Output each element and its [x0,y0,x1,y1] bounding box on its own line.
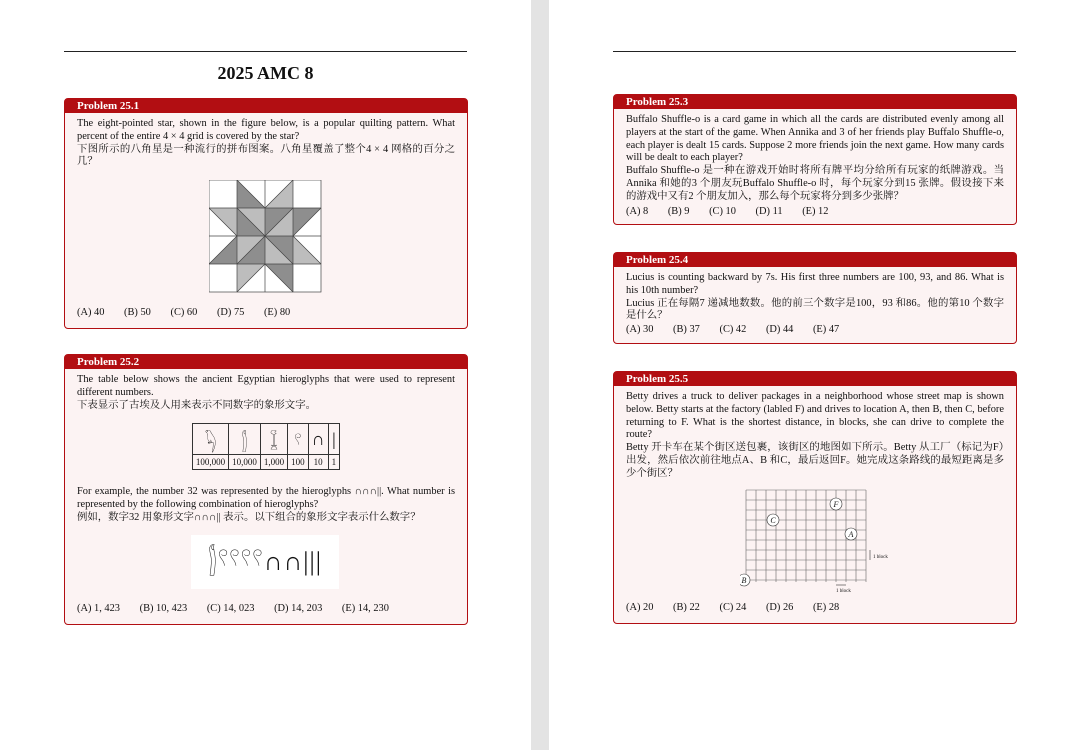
choice-b[interactable]: (B) 22 [673,602,700,613]
glyph-10: ∩ [308,424,328,455]
choice-c[interactable]: (C) 60 [170,307,198,318]
glyph-10000: 𓂭 [229,424,261,455]
document-title: 2025 AMC 8 [217,63,314,83]
value-1: 1 [328,455,340,470]
answer-choices [626,324,1004,335]
problem-text-en: Betty drives a truck to deliver packages in a neighborhood whose street map is shown below. Betty starts at the factory (labled F) and drives to location A, then B, then C, before returning to F. What is the shortest distance, in blocks, she can drive to complete the route? [626,391,1004,441]
problem-text-zh: Buffalo Shuffle-o 是一种在游戏开始时将所有牌平均分给所有玩家的纸牌游戏。当Annika 和她的3 个朋友玩Buffalo Shuffle-o 时，每个玩家分到15 张牌。假设接下来的游戏中又有2 个朋友加入，那么每个玩家将分到多少张牌？ [626,165,1004,202]
choice-d[interactable]: (D) 26 [765,602,794,613]
answer-choices [77,307,455,318]
choice-d[interactable]: (D) 44 [765,324,794,335]
value-10: 10 [308,455,328,470]
answer-choices [626,602,1004,613]
page-right [549,0,1080,750]
choice-e[interactable]: (E) 14, 230 [341,603,389,614]
star-quilt-figure [209,180,323,294]
choice-a[interactable]: (A) 40 [77,307,105,318]
choice-c[interactable]: (C) 24 [719,602,747,613]
problem-text-en: The table below shows the ancient Egyptian hieroglyphs that were used to represent different numbers. [77,374,455,398]
problem-text-zh: Betty 开卡车在某个街区送包裹，该街区的地图如下所示。Betty 从工厂（标记为F）出发，然后依次前往地点A、B 和C，最后返回F。她完成这条路线的最短距离是多少个街区？ [626,442,1004,479]
problem-text-en: Lucius is counting backward by 7s. His first three numbers are 100, 93, and 86. What is his 10th number? [626,272,1004,296]
value-1000: 1,000 [260,455,287,470]
hieroglyph-combination: 𓂭𓍢𓍢𓍢𓍢∩∩||| [191,535,339,589]
choice-a[interactable]: (A) 1, 423 [77,603,120,614]
problem-header: Problem 25.3 [614,95,1016,109]
glyph-1000: 𓆼 [260,424,287,455]
problem-header: Problem 25.2 [65,355,467,369]
problem-text-en-2: For example, the number 32 was represented by the hieroglyphs ∩∩∩||. What number is represented by the following combination of hieroglyphs? [77,486,455,510]
glyph-100: 𓍢 [288,424,309,455]
value-100000: 100,000 [192,455,228,470]
problem-box-25-4 [613,252,1017,344]
choice-c[interactable]: (C) 14, 023 [206,603,255,614]
choice-b[interactable]: (B) 50 [124,307,151,318]
street-map-figure [740,486,900,596]
hieroglyph-table-wrap [65,423,467,470]
choice-a[interactable]: (A) 8 [626,206,649,217]
page-left [0,0,531,750]
problem-box-25-5 [613,371,1017,624]
problem-header: Problem 25.1 [65,99,467,113]
choice-b[interactable]: (B) 37 [673,324,700,335]
glyph-1: | [328,424,340,455]
scale-label-horizontal: 1 block [836,589,851,594]
answer-choices [77,603,455,614]
label-f: F [833,500,839,509]
choice-d[interactable]: (D) 11 [755,206,783,217]
choice-a[interactable]: (A) 20 [626,602,654,613]
choice-b[interactable]: (B) 10, 423 [139,603,188,614]
choice-c[interactable]: (C) 42 [719,324,747,335]
choice-e[interactable]: (E) 47 [812,324,840,335]
label-b: B [741,576,747,585]
problem-text-en: Buffalo Shuffle-o is a card game in which all the cards are distributed evenly among all players at the start of the game. When Annika and 3 of her friends play Buffalo Shuffle-o, each player is dealt 15 cards. Suppose 2 more friends join the next game. How many cards will be dealt to each player? [626,114,1004,164]
problem-text-zh-2: 例如，数字32 用象形文字∩∩∩|| 表示。以下组合的象形文字表示什么数字？ [77,511,421,523]
problem-box-25-3 [613,94,1017,225]
choice-c[interactable]: (C) 10 [709,206,736,217]
scale-label-vertical: 1 block [873,555,888,560]
choice-e[interactable]: (E) 28 [812,602,840,613]
answer-choices [626,206,1004,217]
problem-box-25-2 [64,354,468,625]
glyph-100000: 𓆐 [192,424,228,455]
problem-header: Problem 25.4 [614,253,1016,267]
value-10000: 10,000 [229,455,261,470]
problem-header: Problem 25.5 [614,372,1016,386]
choice-e[interactable]: (E) 80 [263,307,291,318]
problem-text-zh: 下图所示的八角星是一种流行的拼布图案。八角星覆盖了整个4 × 4 网格的百分之几？ [77,143,455,168]
label-c: C [770,516,776,525]
problem-text-zh: 下表显示了古埃及人用来表示不同数字的象形文字。 [77,399,316,411]
label-a: A [848,530,854,539]
top-rule [613,51,1016,52]
hieroglyph-table [192,423,340,470]
value-100: 100 [288,455,309,470]
top-rule [64,51,467,52]
problem-text-en: The eight-pointed star, shown in the figure below, is a popular quilting pattern. What percent of the entire 4 × 4 grid is covered by the star? [77,118,455,142]
choice-d[interactable]: (D) 14, 203 [274,603,323,614]
choice-a[interactable]: (A) 30 [626,324,654,335]
choice-e[interactable]: (E) 12 [802,206,829,217]
choice-b[interactable]: (B) 9 [667,206,690,217]
choice-d[interactable]: (D) 75 [216,307,245,318]
problem-text-zh: Lucius 正在每隔7 递减地数数。他的前三个数字是100，93 和86。他的第10 个数字是什么？ [626,297,1004,322]
problem-box-25-1 [64,98,468,329]
